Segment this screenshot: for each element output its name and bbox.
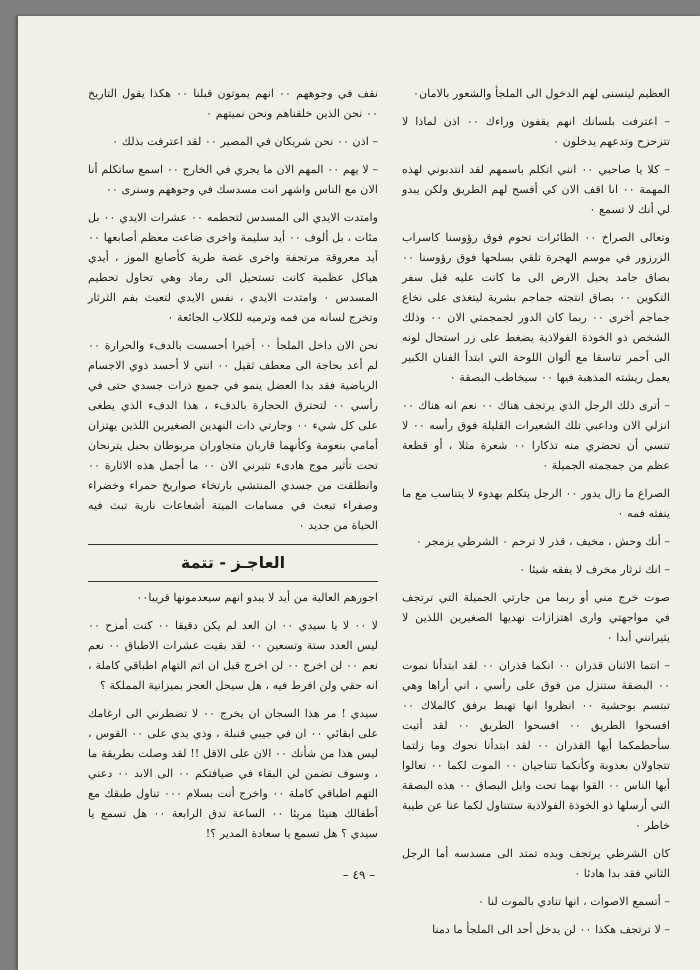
paragraph: العظيم ليتسنى لهم الدخول الى الملجأ والشعور بالامان٠ [412,87,670,100]
paragraph: – أترى ذلك الرجل الذي يرتجف هناك ٠٠ نعم انه هناك ٠٠ انزلي الان وداعبي تلك الشعيرات القليلة فوق رأسه ٠٠ لا تنسي أن تحضري منه تذكارا ٠٠ شعرة مثلا ، أو قطعة عظم من جمجمته الجميلة ٠ [402,399,671,472]
paragraph: – اعترفت بلسانك انهم يقفون وراءك ٠٠ اذن لماذا لا تتزحزح وتدعهم يدخلون ٠ [402,115,670,148]
paragraph: – أتسمع الاصوات ، انها تنادي بالموت لنا ٠ [477,895,670,908]
paragraph: وتعالى الصراخ ٠٠ الطائرات تحوم فوق رؤوسنا كاسراب الزرزور في موسم الهجرة تلقي بسلحها فوق رؤوسنا ٠٠ بصاق جامد يحيل الارض الى ما كانت عليه قبل سفر التكوين ٠٠ بصاق انتجته جماجم بشرية ليتغذى على نخاع جماجم أخرى ٠٠ ربما كان الدور لجمجمتي الان ٠٠ وذلك الشخص ذو الخوذة الفولاذية يضغط على زر استحال لونه الى أحمر تناسقا مع ألوان اللوحة التي ابتدأ الفنان الكبير يعمل ريشته المذهبة فيها ٠٠ سيخاطب البصقة ٠ [402,231,670,384]
paragraph: كان الشرطي يرتجف ويده تمتد الى مسدسه أما الرجل الثاني فقد بدا هادئا ٠ [402,847,670,880]
paragraph: – أنك وحش ، مخيف ، قذر لا ترحم ٠ الشرطي يزمجر ٠ [415,535,670,548]
left-text-column [88,84,378,870]
paragraph: الصراع ما زال يدور ٠٠ الرجل يتكلم بهدوء لا يتناسب مع ما ينفثه فمه ٠ [402,487,670,520]
paragraph: صوت خرج مني أو ربما من جارتي الجميلة التي ترتجف في مواجهتي وارى اهتزازات نهديها الصغيرين اللذين لا يثيرانني أبدا ٠ [402,591,670,644]
section-heading: العاجـز - تتمة [180,553,286,572]
paragraph: – لا ترتجف هكذا ٠٠ لن يدخل أحد الى الملجأ ما دمنا [432,923,670,936]
section-divider [88,581,378,582]
right-text-column [402,84,671,936]
paragraph: اجورهم العالية من أيد لا يبدو انهم سيعدمونها قريبا٠٠ [136,591,378,604]
paragraph: نقف في وجوههم ٠٠ انهم يموتون قبلنا ٠٠ هكذا يقول التاريخ ٠٠ نحن الذين خلقناهم ونحن نميتهم ٠ [88,87,379,120]
paragraph: – انتما الاثنان قذران ٠٠ انكما قذران ٠٠ لقد ابتدأنا نموت ٠٠ البصقة ستنزل من فوق على رأسي ، اني أراها وهي تبتسم بوحشية ٠٠ انظروا انها تهبط برفق كالملاك ٠٠ افسحوا الطريق ٠٠ افسحوا الطريق ٠٠ لقد أتيت سأحطمكما أيها القذران ٠٠ لقد ابتدأنا نحوك وما زلتما تتجاولان بعذوبة وكأنكما تتناجيان ٠٠ الموت لكما ٠٠ تعالوا أيها الناس ٠٠ القوا بهما تحت وابل البصاق ٠٠ هذه البصقة التي أرسلها ذو الخوذة الفولاذية ستتناول لكما عنا عن طيبة خاطر ٠ [402,659,671,832]
paragraph: – انك ثرثار مخرف لا يفقه شيئا ٠ [519,563,670,576]
paragraph: سيدي ! مر هذا السجان ان يخرج ٠٠ لا تضطرني الى ارغامك على ابقائي ٠٠ ان في جيبي قنبلة ، وذي يدي على ٠٠ القوس ، ليس هذا من شأنك ٠٠ الان على الاقل !! لقد وصلت بطريقة ما ، وسوف تضمن لي البقاء في ضيافتكم ٠٠ الى الابد ٠٠ دعني التهم اطباقي كاملة ٠٠ واخرج أنت بسلام ٠٠٠ تناول طبقك مع أطفالك هنيئا مريئا ٠٠ الساعة تدق الرابعة ٠٠ هل تسمع يا سيدي ؟ هل تسمع يا سعادة المدير ؟! [88,707,379,840]
paragraph: لا ٠٠ لا يا سيدي ٠٠ ان العد لم يكن دقيقا ٠٠ كنت أمزح ٠٠ ليس العدد ستة وتسعين ٠٠ لقد بقيت عشرات الاطباق ٠٠ نعم نعم ٠٠ لن اخرج ٠٠ لن اخرج قبل ان اتم التهام اطباقي كاملة ، انه حقي ولن افرط فيه ، هل سيحل العجز بميزانية المملكة ؟ [88,619,379,692]
paragraph: وامتدت الايدي الى المسدس لتحطمه ٠٠ عشرات الايدي ٠٠ بل مئات ، بل ألوف ٠٠ أيد سليمة واخرى ضاعت معظم أصابعها ٠٠ أيد معروقة مرتجفة واخرى غضة طرية كأصابع الموز ، أيدي هياكل عظمية كانت تستحيل الى رماد وهي تحاول تحطيم المسدس ٠ وامتدت الايدي ، نفس الايدي لتعبث بفم الثرثار وتخرج لسانه من فمه وترميه للكلاب الجائعة ٠ [88,211,379,324]
paragraph: – لا يهم ٠٠ المهم الان ما يجري في الخارج ٠٠ اسمع ساتكلم أنا الان مع الناس واشهر انت مسدسك في وجوههم وسنرى ٠٠ [88,163,379,196]
paragraph: نحن الان داخل الملجأ ٠٠ أخيرا أحسست بالدفء والحرارة ٠٠ لم أعد بحاجة الى معطف ثقيل ٠٠ انني لا أحسد ذوي الاجسام الرياضية فقد بدا العضل ينمو في جميع ذرات جسدي حتى في رأسي ٠٠ لتحترق الحجارة بالدفء ، هذا الدفء الذي يطغى على كل شيء ٠٠ وجارتي ذات النهدين الصغيرين اللذين يهتزان أمامي بنعومة وكأنهما قاربان متجاوران مربوطان بحبل يترنحان تحت تأثير موج هادىء تثيرني الان ٠٠ ما أجمل هذه الاثارة ٠٠ وانطلقت من جسدي المنتشي بارتخاء صواريخ حمراء وخضراء وصفراء تبعث في مسامات الميتة أشعاعات نارية تبث فيه الحياة من جديد ٠ [88,339,378,532]
section-divider [88,544,378,545]
magazine-page [18,16,700,970]
page-number: – ٤٩ – [342,868,376,882]
paragraph: – اذن ٠٠ نحن شريكان في المصير ٠٠ لقد اعترفت بذلك ٠ [112,135,378,148]
paragraph: – كلا يا صاحبي ٠٠ انني اتكلم باسمهم لقد انتدبوني لهذه المهمة ٠٠ انا اقف الان كي أفسح لهم الطريق ولكن يبدو لي أنك لا تسمع ٠ [402,163,670,216]
